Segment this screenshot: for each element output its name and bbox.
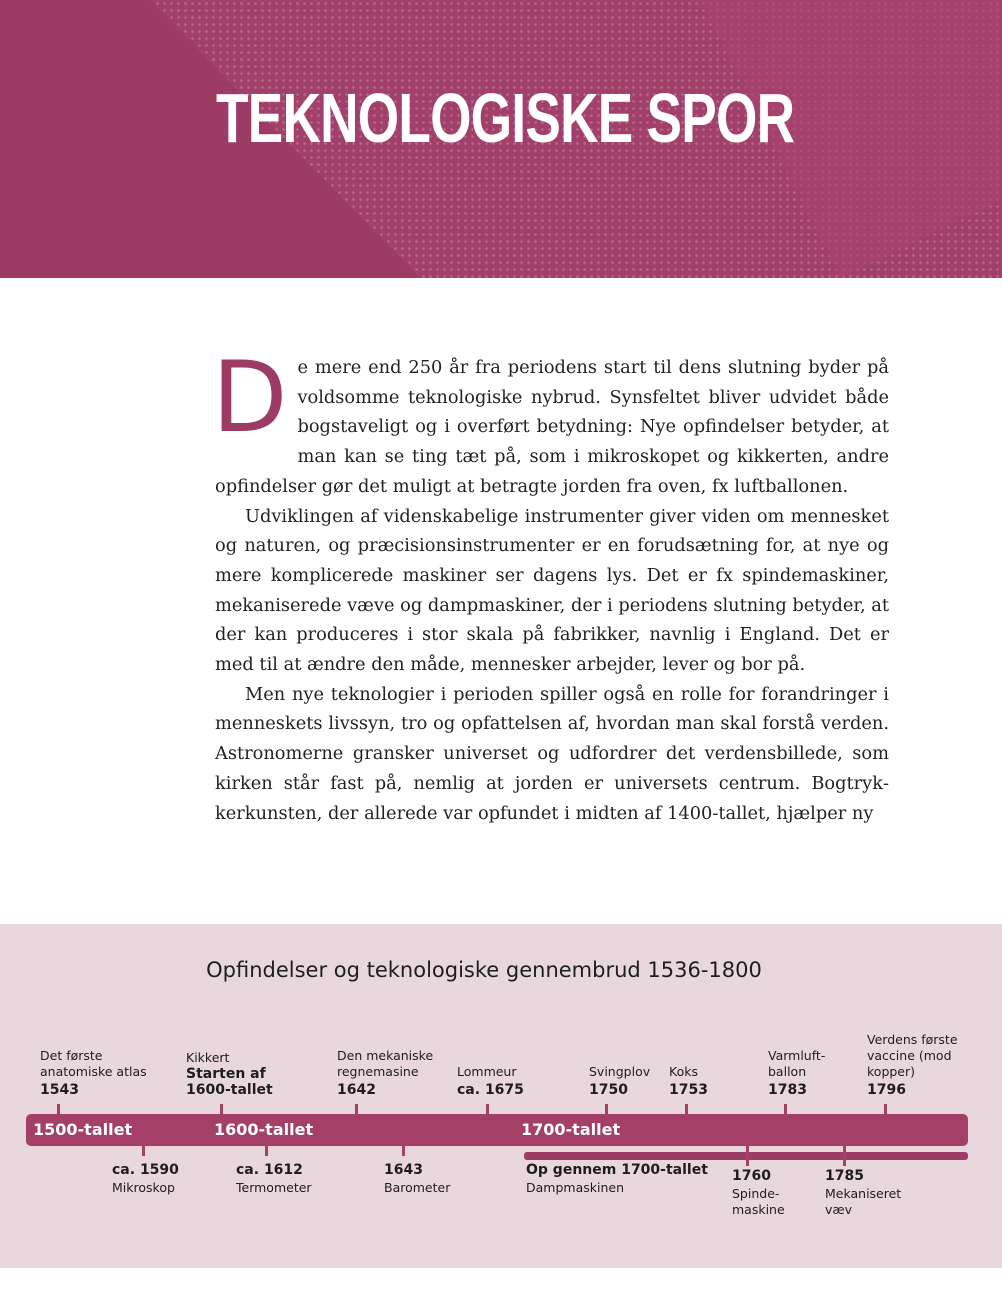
- event-label: Mikroskop: [112, 1180, 175, 1195]
- century-label-1600: 1600-tallet: [214, 1120, 314, 1139]
- event-coke: [669, 1064, 719, 1098]
- event-label: Spinde-maskine: [732, 1186, 785, 1217]
- event-year: Starten af 1600-tallet: [186, 1066, 273, 1098]
- event-label: Dampmaskinen: [526, 1180, 624, 1195]
- timeline-panel: [0, 924, 1002, 1268]
- century-label-1700: 1700-tallet: [521, 1120, 621, 1139]
- event-label: Den mekaniske regnemasine: [337, 1048, 434, 1079]
- tick-1785: [843, 1144, 846, 1166]
- dropcap: D: [212, 341, 288, 455]
- tick-1675: [486, 1104, 489, 1116]
- tick-1612: [265, 1144, 268, 1156]
- article-body: [212, 341, 889, 828]
- event-year: 1760: [732, 1168, 771, 1184]
- tick-1753: [685, 1104, 688, 1116]
- event-label: Barometer: [384, 1180, 451, 1195]
- event-vaccine: [867, 1032, 967, 1098]
- event-spinning-machine: [732, 1168, 802, 1218]
- event-year: 1796: [867, 1082, 906, 1098]
- event-year: 1753: [669, 1082, 708, 1098]
- tick-1543: [57, 1104, 60, 1116]
- event-year: 1543: [40, 1082, 79, 1098]
- event-barometer: [384, 1162, 474, 1196]
- event-year: ca. 1675: [457, 1082, 524, 1098]
- paragraph-2: Udviklingen af videnskabelige instrumenter giver viden om mennesket og naturen, og præcisionsinstrumenter er en forudsætning for, at nye og mere komplicerede maskiner ser dagens lys. Det er fx spindemaskiner, mekaniserede væve og dampmaskiner, der i periodens slutning betyder, at der kan produceres i stor skala på fabrikker, navnlig i England. Det er med til at ændre den måde, mennesker arbejder, lever og bor på.: [215, 505, 889, 676]
- event-anatomy-atlas: [40, 1048, 165, 1098]
- timeline-bar: [26, 1114, 968, 1146]
- tick-1783: [784, 1104, 787, 1116]
- event-year: Op gennem 1700-tallet: [526, 1162, 708, 1178]
- event-plow: [589, 1064, 664, 1098]
- tick-1750: [605, 1104, 608, 1116]
- event-telescope: [186, 1050, 296, 1098]
- event-year: 1783: [768, 1082, 807, 1098]
- event-year: ca. 1590: [112, 1162, 179, 1178]
- event-label: Termometer: [236, 1180, 312, 1195]
- page-title: TEKNOLOGISKE SPOR: [216, 79, 795, 157]
- tick-1796: [884, 1104, 887, 1116]
- event-microscope: [112, 1162, 202, 1196]
- tick-kikkert: [220, 1104, 223, 1116]
- paragraph-3: Men nye teknologier i perioden spiller også en rolle for forandringer i menneskets livssyn, tro og opfattelsen af, hvordan man skal forstå verden. Astronomerne gransker universet og udfordrer det verdensbillede, som kirken står fast på, nemlig at jorden er universets centrum. Bogtrykkerkunsten, der allerede var opfundet i midten af 1400-tallet, hjælper ny: [215, 683, 889, 824]
- event-label: Kikkert: [186, 1050, 230, 1065]
- event-steam-engine: [526, 1162, 716, 1196]
- event-year: 1643: [384, 1162, 423, 1178]
- event-label: Svingplov: [589, 1064, 651, 1079]
- tick-1642: [355, 1104, 358, 1116]
- event-label: Varmluft-ballon: [768, 1048, 826, 1079]
- event-balloon: [768, 1048, 840, 1098]
- tick-1643: [402, 1144, 405, 1156]
- timeline-title: Opfindelser og teknologiske gennembrud 1536-1800: [206, 958, 762, 982]
- event-label: Verdens første vaccine (mod kopper): [867, 1032, 958, 1079]
- event-year: 1750: [589, 1082, 628, 1098]
- event-pocket-watch: [457, 1064, 547, 1098]
- event-year: 1785: [825, 1168, 864, 1184]
- event-label: Koks: [669, 1064, 698, 1079]
- event-label: Mekaniseret væv: [825, 1186, 902, 1217]
- paragraph-1: [212, 341, 889, 502]
- event-label: Det første anatomiske atlas: [40, 1048, 147, 1079]
- event-year: ca. 1612: [236, 1162, 303, 1178]
- tick-1590: [142, 1144, 145, 1156]
- event-label: Lommeur: [457, 1064, 517, 1079]
- event-thermometer: [236, 1162, 336, 1196]
- event-power-loom: [825, 1168, 920, 1218]
- event-year: 1642: [337, 1082, 376, 1098]
- century-label-1500: 1500-tallet: [33, 1120, 133, 1139]
- tick-1760: [746, 1144, 749, 1166]
- paragraph-1-text: e mere end 250 år fra periodens start til dens slutning byder på voldsomme teknologiske nybrud. Synsfeltet bliver udvidet både bogstaveligt og i overført betydning: Nye opfindelser betyder, at man kan se ting tæt på, som i mikroskopet og kikkerten, andre opfindelser gør det muligt at betragte jorden fra oven, fx luftballonen.: [215, 357, 889, 497]
- event-calculator: [337, 1048, 447, 1098]
- header-banner: [0, 0, 1002, 278]
